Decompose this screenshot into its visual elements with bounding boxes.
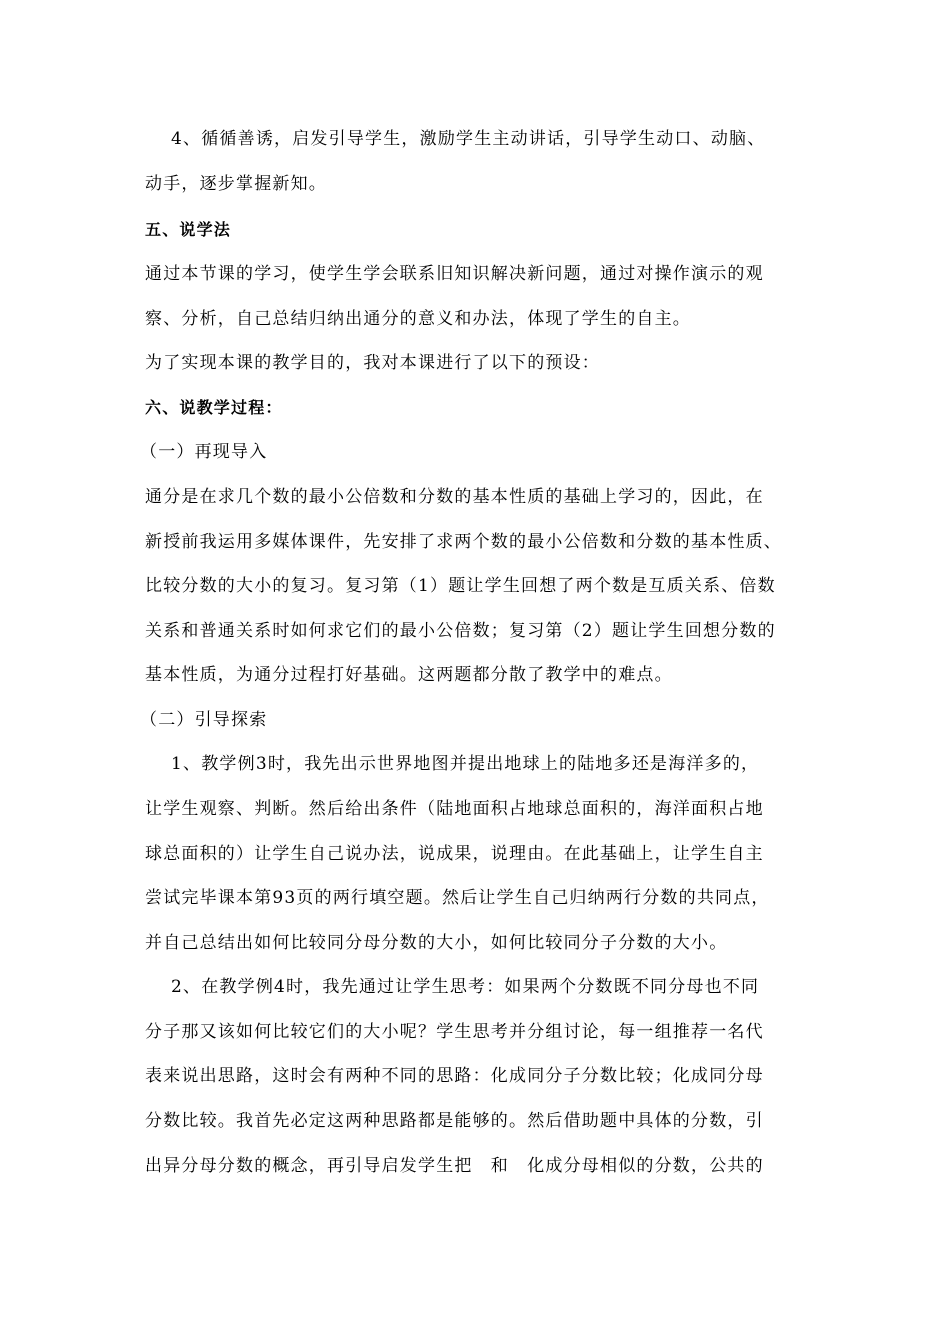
paragraph-line: 并自己总结出如何比较同分母分数的大小，如何比较同分子分数的大小。	[145, 933, 728, 953]
paragraph-line: 为了实现本课的教学目的，我对本课进行了以下的预设：	[145, 353, 600, 373]
paragraph-line: 出异分母分数的概念，再引导启发学生把 和 化成分母相似的分数，公共的	[145, 1156, 764, 1176]
paragraph-line: 4、循循善诱，启发引导学生，激励学生主动讲话，引导学生动口、动脑、	[171, 129, 766, 149]
paragraph-line: 尝试完毕课本第93页的两行填空题。然后让学生自己归纳两行分数的共同点，	[145, 888, 770, 908]
paragraph-line: 1、教学例3时，我先出示世界地图并提出地球上的陆地多还是海洋多的，	[171, 754, 760, 774]
paragraph-line: 让学生观察、判断。然后给出条件（陆地面积占地球总面积的，海洋面积占地	[145, 799, 764, 819]
section-heading: 六、说教学过程：	[145, 398, 283, 417]
paragraph-line: 关系和普通关系时如何求它们的最小公倍数；复习第（2）题让学生回想分数的	[145, 621, 776, 641]
paragraph-line: 分子那又该如何比较它们的大小呢？学生思考并分组讨论，每一组推荐一名代	[145, 1022, 764, 1042]
paragraph-line: 表来说出思路，这时会有两种不同的思路：化成同分子分数比较；化成同分母	[145, 1066, 764, 1086]
paragraph-line: 比较分数的大小的复习。复习第（1）题让学生回想了两个数是互质关系、倍数	[145, 576, 776, 596]
subsection-heading: （一）再现导入	[140, 442, 268, 462]
paragraph-line: 通分是在求几个数的最小公倍数和分数的基本性质的基础上学习的，因此，在	[145, 487, 764, 507]
paragraph-line: 动手，逐步掌握新知。	[145, 174, 327, 194]
section-heading: 五、说学法	[145, 220, 232, 239]
paragraph-line: 新授前我运用多媒体课件，先安排了求两个数的最小公倍数和分数的基本性质、	[145, 532, 782, 552]
paragraph-line: 察、分析，自己总结归纳出通分的意义和办法，体现了学生的自主。	[145, 309, 691, 329]
paragraph-line: 基本性质，为通分过程打好基础。这两题都分散了教学中的难点。	[145, 665, 673, 685]
paragraph-line: 通过本节课的学习，使学生学会联系旧知识解决新问题，通过对操作演示的观	[145, 264, 764, 284]
paragraph-line: 球总面积的）让学生自己说办法，说成果，说理由。在此基础上，让学生自主	[145, 844, 764, 864]
paragraph-line: 2、在教学例4时，我先通过让学生思考：如果两个分数既不同分母也不同	[171, 977, 760, 997]
paragraph-line: 分数比较。我首先必定这两种思路都是能够的。然后借助题中具体的分数，引	[145, 1111, 764, 1131]
subsection-heading: （二）引导探索	[140, 710, 268, 730]
